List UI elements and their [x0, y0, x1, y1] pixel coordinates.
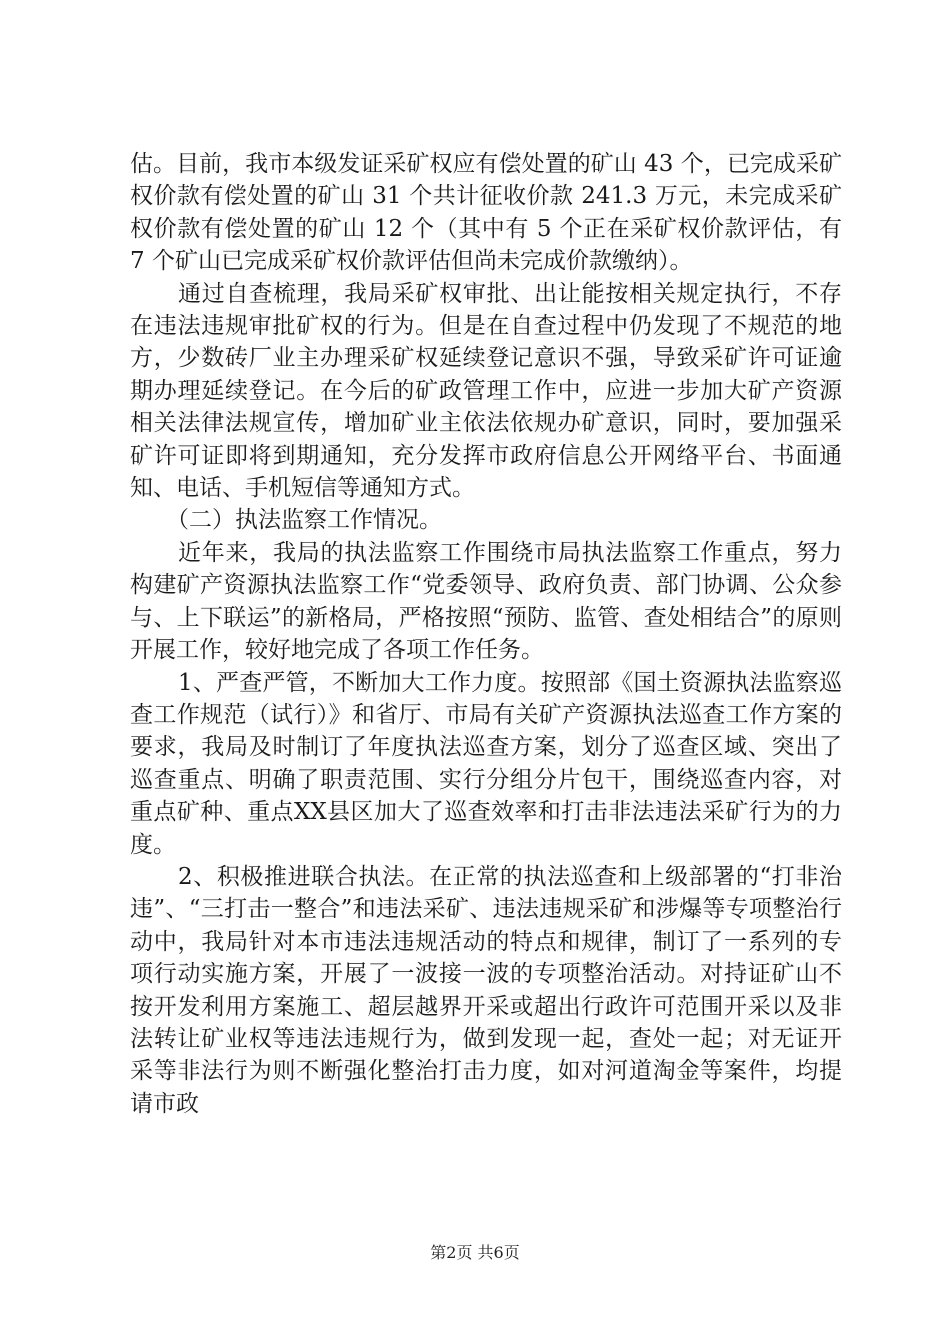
page-footer: 第2页 共6页 [430, 1243, 520, 1262]
paragraph-assessment-summary: 估。目前，我市本级发证采矿权应有偿处置的矿山 43 个，已完成采矿权价款有偿处置的矿山 31 个共计征收价款 241.3 万元，未完成采矿权价款有偿处置的矿山 12 个（其中有 5 个正在采矿权价款评估，有 7 个矿山已完成采矿权价款评估但尚未完成价款缴纳）。 [130, 151, 842, 275]
paragraph-self-inspection: 通过自查梳理，我局采矿权审批、出让能按相关规定执行，不存在违法违规审批矿权的行为。但是在自查过程中仍发现了不规范的地方，少数砖厂业主办理采矿权延续登记意识不强，导致采矿许可证逾期办理延续登记。在今后的矿政管理工作中，应进一步加大矿产资源相关法律法规宣传，增加矿业主依法依规办矿意识，同时，要加强采矿许可证即将到期通知，充分发挥市政府信息公开网络平台、书面通知、电话、手机短信等通知方式。 [130, 280, 842, 502]
section-heading-enforcement: （二）执法监察工作情况。 [166, 507, 442, 534]
paragraph-joint-enforcement: 2、积极推进联合执法。在正常的执法巡查和上级部署的“打非治违”、“三打击一整合”和违法采矿、违法违规采矿和涉爆等专项整治行动中，我局针对本市违法违规活动的特点和规律，制订了一系列的专项行动实施方案，开展了一波接一波的专项整治活动。对持证矿山不按开发利用方案施工、超层越界开采或超出行政许可范围开采以及非法转让矿业权等违法违规行为，做到发现一起，查处一起；对无证开采等非法行为则不断强化整治打击力度，如对河道淘金等案件，均提请市政 [130, 863, 842, 1117]
document-body [130, 148, 842, 1120]
paragraph-strict-inspection: 1、严查严管，不断加大工作力度。按照部《国土资源执法监察巡查工作规范（试行）》和省厅、市局有关矿产资源执法巡查工作方案的要求，我局及时制订了年度执法巡查方案，划分了巡查区域、突出了巡查重点、明确了职责范围、实行分组分片包干，围绕巡查内容，对重点矿种、重点XX县区加大了巡查效率和打击非法违法采矿行为的力度。 [130, 669, 842, 858]
paragraph-enforcement-overview: 近年来，我局的执法监察工作围绕市局执法监察工作重点，努力构建矿产资源执法监察工作“党委领导、政府负责、部门协调、公众参与、上下联运”的新格局，严格按照“预防、监管、查处相结合”的原则开展工作，较好地完成了各项工作任务。 [130, 539, 842, 664]
